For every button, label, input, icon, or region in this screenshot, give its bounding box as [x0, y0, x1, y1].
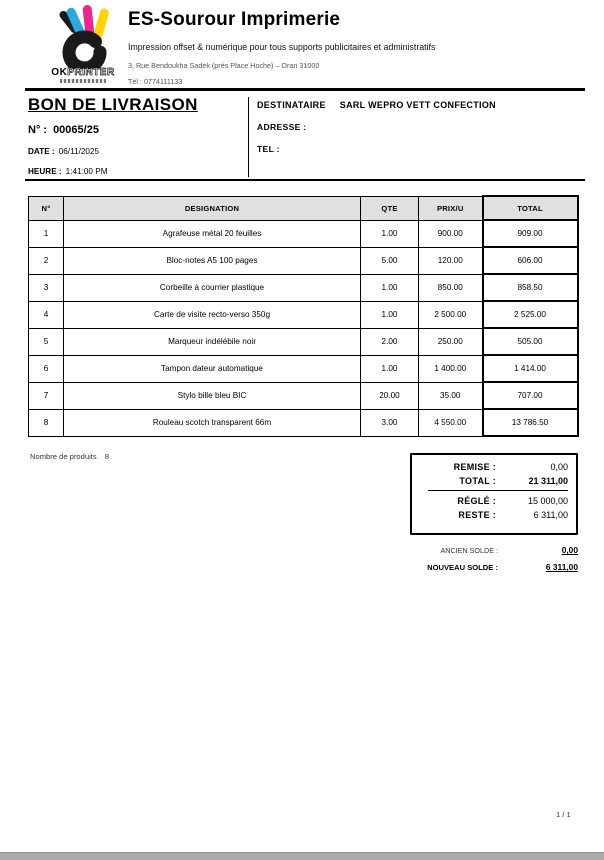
ancien-solde-label: ANCIEN SOLDE : — [440, 546, 498, 555]
product-count-label: Nombre de produits — [30, 452, 97, 461]
table-cell: Stylo bille bleu BIC — [64, 382, 361, 409]
recipient-block — [257, 100, 587, 154]
table-cell: 1.00 — [361, 220, 419, 247]
recipient-name: SARL WEPRO VETT CONFECTION — [339, 100, 496, 110]
document-time-line — [28, 167, 243, 176]
table-cell: 8 — [29, 409, 64, 436]
table-cell: Agrafeuse métal 20 feuilles — [64, 220, 361, 247]
page-number: 1 / 1 — [556, 810, 571, 819]
table-cell: 1.00 — [361, 274, 419, 301]
table-cell: Corbeille à courrier plastique — [64, 274, 361, 301]
table-row — [29, 355, 578, 382]
document-info-block — [28, 95, 243, 176]
table-cell: 1 400.00 — [419, 355, 483, 382]
table-row — [29, 274, 578, 301]
reste-value: 6 311,00 — [533, 510, 568, 520]
table-cell: 5 — [29, 328, 64, 355]
table-header-cell: N° — [29, 196, 64, 220]
time-value: 1:41:00 PM — [65, 167, 108, 176]
table-row — [29, 409, 578, 436]
product-count-value: 8 — [104, 452, 109, 461]
time-label: HEURE : — [28, 167, 62, 176]
regle-row — [418, 496, 568, 506]
table-cell: 7 — [29, 382, 64, 409]
table-cell: 6 — [29, 355, 64, 382]
reste-label: RESTE : — [458, 510, 496, 520]
table-cell: 850.00 — [419, 274, 483, 301]
recipient-label: DESTINATAIRE — [257, 100, 326, 110]
printer-logo-icon — [47, 5, 119, 69]
table-cell: 2 — [29, 247, 64, 274]
total-value: 21 311,00 — [528, 476, 568, 486]
table-cell: 2 525.00 — [483, 301, 578, 328]
document-number-value: 00065/25 — [53, 124, 99, 136]
logo-tagline-microtext — [60, 79, 106, 83]
company-info — [128, 9, 568, 86]
items-table — [28, 195, 579, 437]
table-header-cell: PRIX/U — [419, 196, 483, 220]
table-cell: 4 — [29, 301, 64, 328]
table-row — [29, 247, 578, 274]
table-cell: 5.00 — [361, 247, 419, 274]
info-bottom-rule — [25, 179, 585, 181]
table-cell: Rouleau scotch transparent 66m — [64, 409, 361, 436]
summary-separator — [428, 490, 568, 491]
company-address: 3, Rue Bendoukha Sadek (près Place Hoche) – Oran 31000 — [128, 61, 320, 70]
table-cell: 909.00 — [483, 220, 578, 247]
company-tagline: Impression offset & numérique pour tous supports publicitaires et administratifs — [128, 42, 436, 52]
logo-printer-text: PRINTER — [67, 67, 115, 78]
table-cell: 1 — [29, 220, 64, 247]
table-cell: Bloc-notes A5 100 pages — [64, 247, 361, 274]
table-cell: Marqueur indélébile noir — [64, 328, 361, 355]
table-cell: 35.00 — [419, 382, 483, 409]
table-cell: 858.50 — [483, 274, 578, 301]
date-label: DATE : — [28, 147, 55, 156]
table-cell: 4 550.00 — [419, 409, 483, 436]
remise-row — [418, 462, 568, 472]
header-divider-rule — [25, 88, 585, 91]
document-date-line — [28, 147, 243, 156]
totals-summary-box — [410, 453, 578, 535]
table-row — [29, 301, 578, 328]
table-cell: 606.00 — [483, 247, 578, 274]
table-cell: 120.00 — [419, 247, 483, 274]
nouveau-solde-value: 6 311,00 — [545, 562, 578, 572]
table-cell: Tampon dateur automatique — [64, 355, 361, 382]
recipient-tel-label: TEL : — [257, 144, 280, 154]
remise-value: 0,00 — [550, 462, 568, 472]
ancien-solde-line — [318, 545, 578, 555]
table-row — [29, 328, 578, 355]
table-cell: 707.00 — [483, 382, 578, 409]
info-vertical-divider — [248, 97, 249, 177]
table-cell: 2.00 — [361, 328, 419, 355]
reste-row — [418, 510, 568, 520]
table-cell: 13 786.50 — [483, 409, 578, 436]
table-cell: Carte de visite recto-verso 350g — [64, 301, 361, 328]
regle-label: RÉGLÉ : — [457, 496, 496, 506]
table-header-cell: QTE — [361, 196, 419, 220]
document-title: BON DE LIVRAISON — [28, 95, 198, 114]
product-count-line — [30, 452, 109, 461]
table-cell: 1.00 — [361, 301, 419, 328]
table-cell: 3 — [29, 274, 64, 301]
table-row — [29, 382, 578, 409]
nouveau-solde-label: NOUVEAU SOLDE : — [427, 563, 498, 572]
table-header-cell: DESIGNATION — [64, 196, 361, 220]
table-cell: 3.00 — [361, 409, 419, 436]
table-cell: 900.00 — [419, 220, 483, 247]
document-number-line — [28, 124, 243, 136]
remise-label: REMISE : — [453, 462, 496, 472]
table-cell: 1 414.00 — [483, 355, 578, 382]
items-table-body — [29, 220, 578, 436]
logo-wordmark — [44, 67, 122, 78]
total-label: TOTAL : — [459, 476, 496, 486]
horizontal-scrollbar[interactable] — [0, 852, 604, 860]
table-row — [29, 220, 578, 247]
date-value: 06/11/2025 — [58, 147, 100, 156]
table-cell: 1.00 — [361, 355, 419, 382]
table-cell: 250.00 — [419, 328, 483, 355]
table-cell: 2 500.00 — [419, 301, 483, 328]
total-row — [418, 476, 568, 486]
recipient-address-label: ADRESSE : — [257, 122, 307, 132]
table-cell: 505.00 — [483, 328, 578, 355]
company-phone: Tél : 0774111133 — [128, 77, 183, 86]
items-table-header-row — [29, 196, 578, 220]
document-number-label: N° : — [28, 124, 48, 136]
logo-ok-text: OK — [51, 67, 68, 78]
company-logo — [44, 5, 122, 87]
table-cell: 20.00 — [361, 382, 419, 409]
ancien-solde-value: 0,00 — [561, 545, 578, 555]
company-name: ES-Sourour Imprimerie — [128, 9, 341, 30]
recipient-line — [257, 100, 587, 110]
table-header-cell: TOTAL — [483, 196, 578, 220]
nouveau-solde-line — [318, 562, 578, 572]
regle-value: 15 000,00 — [527, 496, 568, 506]
